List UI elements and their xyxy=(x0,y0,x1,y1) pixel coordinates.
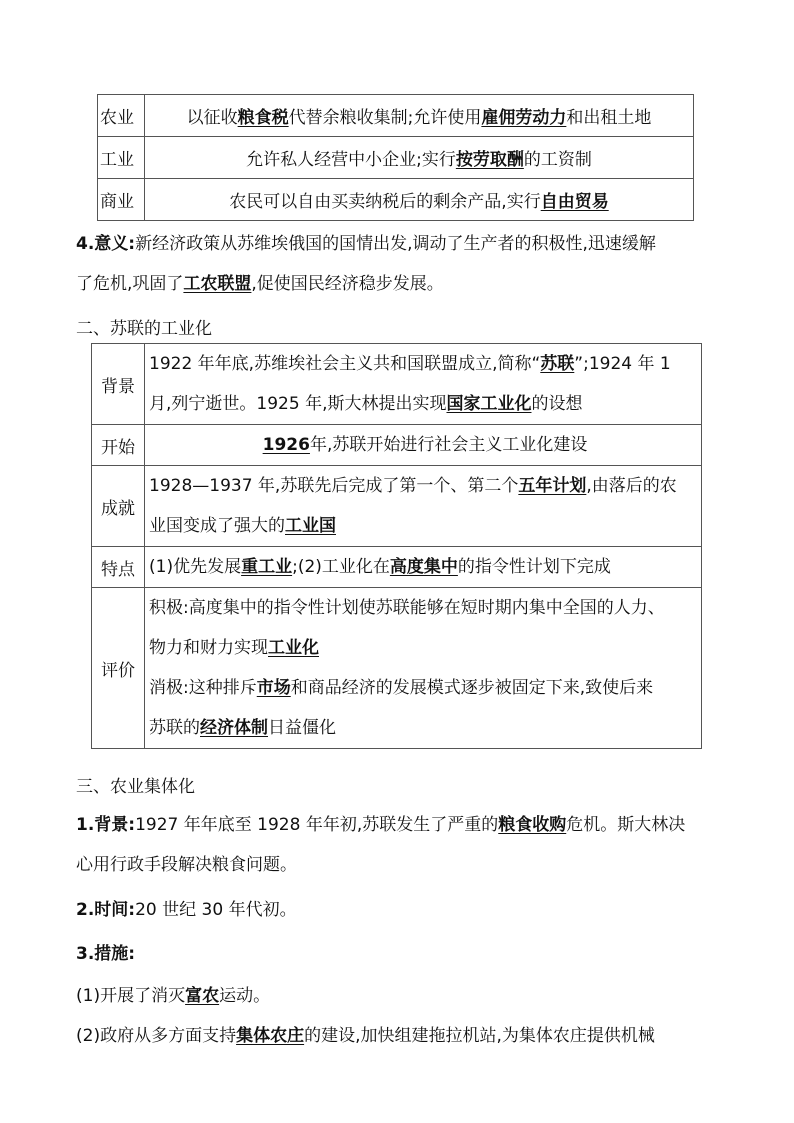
row-content: 1922 年年底,苏维埃社会主义共和国联盟成立,简称“苏联”;1924 年 1 月,列宁逝世。1925 年,斯大林提出实现国家工业化的设想 xyxy=(145,344,702,425)
time-paragraph: 2.时间:20 世纪 30 年代初。 xyxy=(76,900,297,920)
row-label: 开始 xyxy=(92,425,145,466)
measure-item: (2)政府从多方面支持集体农庄的建设,加快组建拖拉机站,为集体农庄提供机械 xyxy=(76,1026,655,1046)
row-label: 背景 xyxy=(92,344,145,425)
row-content: 以征收粮食税代替余粮收集制;允许使用雇佣劳动力和出租土地 xyxy=(145,95,694,137)
nep-policy-table xyxy=(97,94,694,221)
meaning-paragraph: 4.意义:新经济政策从苏维埃俄国的国情出发,调动了生产者的积极性,迅速缓解 了危机,巩固了工农联盟,促使国民经济稳步发展。 xyxy=(76,234,656,294)
row-content: 农民可以自由买卖纳税后的剩余产品,实行自由贸易 xyxy=(145,179,694,221)
table-row xyxy=(92,466,702,547)
row-label: 工业 xyxy=(98,137,145,179)
measure-item: (1)开展了消灭富农运动。 xyxy=(76,986,271,1006)
row-label: 评价 xyxy=(92,588,145,749)
row-label: 商业 xyxy=(98,179,145,221)
table-row xyxy=(98,179,694,221)
table-row xyxy=(92,588,702,749)
row-content: 积极:高度集中的指令性计划使苏联能够在短时期内集中全国的人力、 物力和财力实现工业化 消极:这种排斥市场和商品经济的发展模式逐步被固定下来,致使后来 苏联的经济体制日益僵化 xyxy=(145,588,702,749)
row-content: 允许私人经营中小企业;实行按劳取酬的工资制 xyxy=(145,137,694,179)
row-content: 1926年,苏联开始进行社会主义工业化建设 xyxy=(145,425,702,466)
table-row xyxy=(92,344,702,425)
section-heading: 二、苏联的工业化 xyxy=(76,319,212,339)
table-row xyxy=(92,547,702,588)
measures-heading: 3.措施: xyxy=(76,944,136,964)
row-content: 1928—1937 年,苏联先后完成了第一个、第二个五年计划,由落后的农 业国变成了强大的工业国 xyxy=(145,466,702,547)
table-row xyxy=(98,95,694,137)
row-label: 农业 xyxy=(98,95,145,137)
row-label: 成就 xyxy=(92,466,145,547)
row-content: (1)优先发展重工业;(2)工业化在高度集中的指令性计划下完成 xyxy=(145,547,702,588)
table-row xyxy=(98,137,694,179)
background-paragraph: 1.背景:1927 年年底至 1928 年年初,苏联发生了严重的粮食收购危机。斯大林决 心用行政手段解决粮食问题。 xyxy=(76,815,686,875)
section-heading: 三、农业集体化 xyxy=(76,777,195,797)
industrialization-table xyxy=(91,343,702,749)
row-label: 特点 xyxy=(92,547,145,588)
table-row xyxy=(92,425,702,466)
